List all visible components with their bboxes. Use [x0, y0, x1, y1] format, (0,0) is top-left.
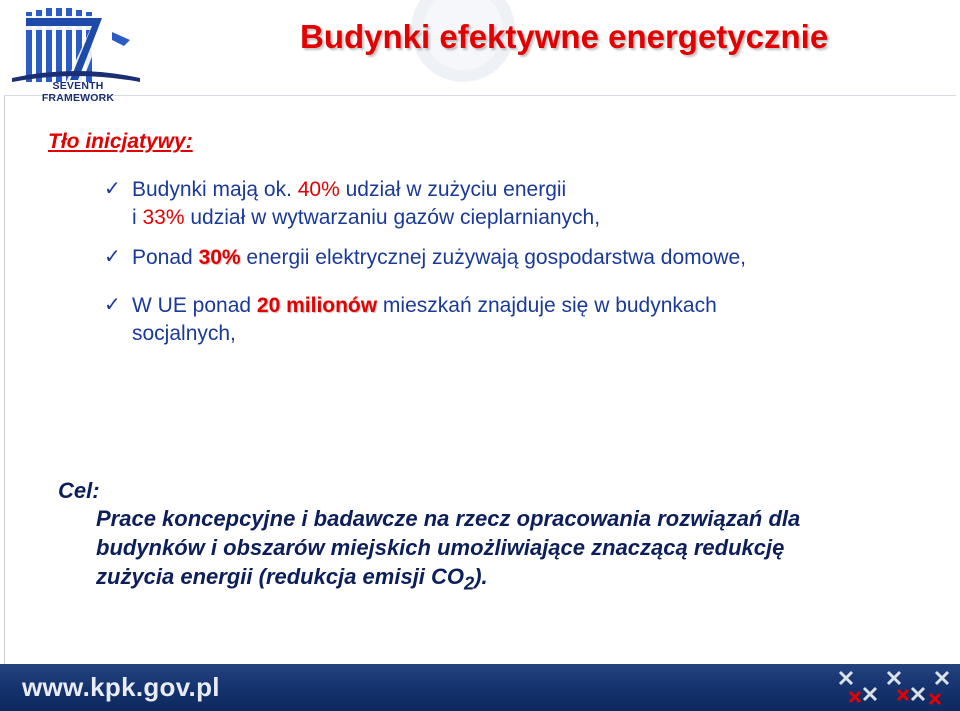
bullet-text-part: Budynki mają ok.: [132, 178, 298, 201]
frame-left-line: [4, 95, 5, 665]
checkmark-icon: ✓: [104, 246, 121, 268]
bullet-text-part: i: [132, 206, 143, 229]
bullet-highlight: 30%: [198, 246, 241, 269]
bullet-text: [132, 292, 717, 319]
co2-subscript: 2: [464, 572, 475, 594]
logo-caption: SEVENTH FRAMEWORK: [41, 80, 115, 104]
footer-pattern-icon: [820, 664, 960, 711]
checkmark-icon: ✓: [104, 178, 121, 200]
goal-line: budynków i obszarów miejskich umożliwiające znaczącą redukcję: [96, 535, 785, 560]
bullet-highlight: 33%: [142, 206, 185, 229]
goal-line: Prace koncepcyjne i badawcze na rzecz opracowania rozwiązań dla: [96, 506, 801, 531]
bullet-highlight: 40%: [297, 178, 340, 201]
bullet-text: socjalnych,: [132, 322, 236, 345]
bullet-text-part: mieszkań znajduje się w budynkach: [377, 294, 717, 317]
goal-label: Cel:: [58, 478, 100, 503]
intro-heading: Tło inicjatywy:: [48, 130, 193, 153]
frame-top-line: [4, 95, 956, 96]
bullet-text: [132, 204, 600, 231]
bullet-text-part: energii elektrycznej zużywają gospodarstwa domowe,: [240, 246, 747, 269]
goal-line: [96, 562, 936, 597]
bullet-text-part: udział w wytwarzaniu gazów cieplarnianych,: [184, 206, 601, 229]
checkmark-icon: ✓: [104, 294, 121, 316]
bullet-text-part: W UE ponad: [132, 294, 257, 317]
bullet-text-part: udział w zużyciu energii: [339, 178, 567, 201]
footer-bar: [0, 664, 960, 711]
bullet-text: [132, 244, 746, 271]
goal-text-part: ).: [474, 564, 488, 589]
bullet-highlight: 20 milionów: [256, 294, 378, 317]
bullet-text: [132, 176, 566, 203]
goal-text: [96, 504, 936, 597]
goal-text-part: zużycia energii (redukcja emisji CO: [96, 564, 465, 589]
page-title: Budynki efektywne energetycznie: [300, 18, 829, 55]
footer-url-link[interactable]: www.kpk.gov.pl: [22, 672, 220, 702]
bullet-text-part: Ponad: [132, 246, 199, 269]
